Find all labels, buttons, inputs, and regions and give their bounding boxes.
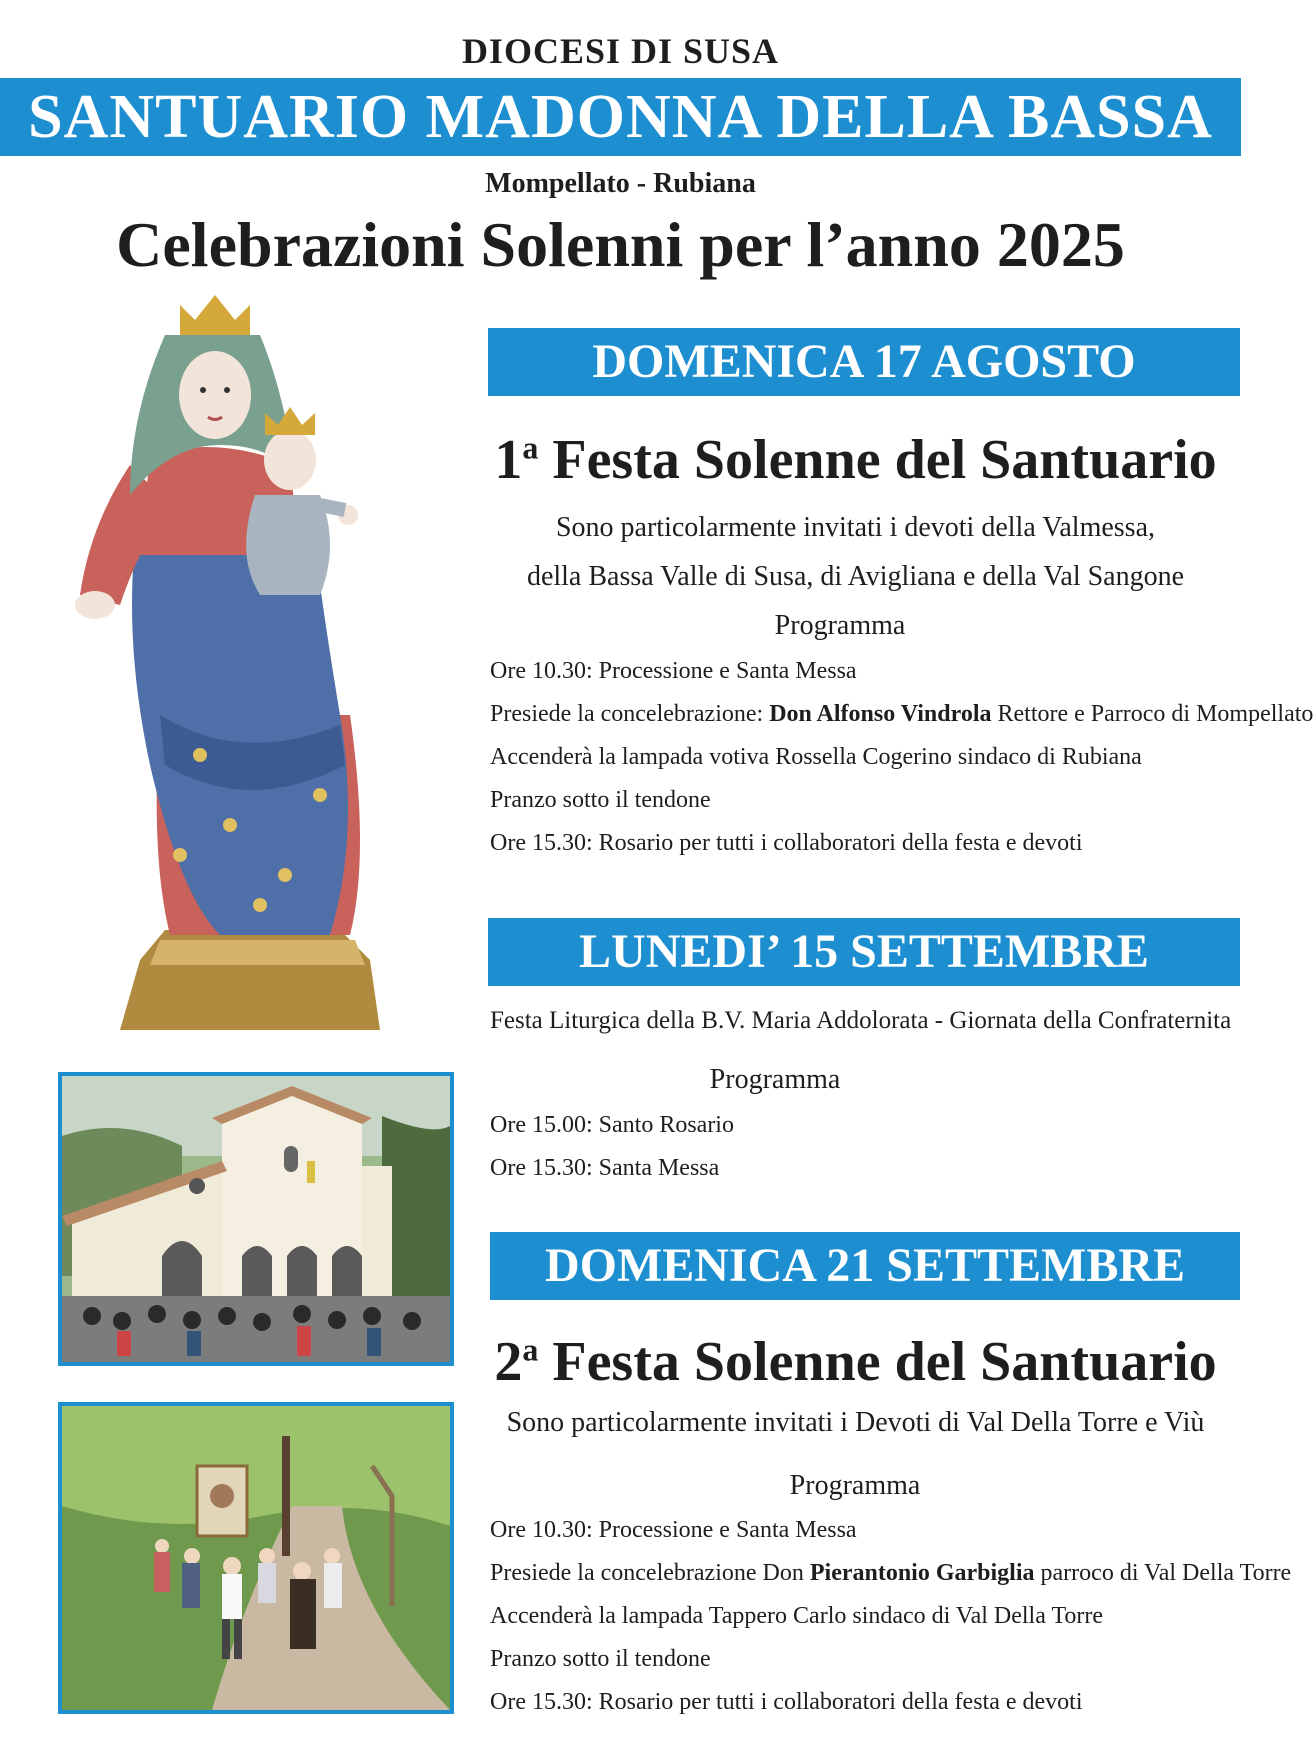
event-1-presider-role: Rettore e Parroco di Mompellato bbox=[991, 701, 1313, 727]
event-1-program-line: Ore 15.30: Rosario per tutti i collaboratori della festa e devoti bbox=[490, 830, 1083, 856]
madonna-statue-image bbox=[70, 295, 410, 1030]
event-2-program-line: Ore 15.30: Santa Messa bbox=[490, 1155, 720, 1181]
event-3-festa-number: 2 bbox=[494, 1331, 523, 1393]
celebrations-subtitle: Celebrazioni Solenni per l’anno 2025 bbox=[116, 209, 1125, 280]
event-1-festa-ordinal: a bbox=[522, 429, 539, 466]
event-3-program-line: Accenderà la lampada Tappero Carlo sindaco di Val Della Torre bbox=[490, 1603, 1104, 1629]
event-2-date-band bbox=[488, 918, 1240, 986]
event-3-date: DOMENICA 21 SETTEMBRE bbox=[544, 1239, 1186, 1292]
event-1-presider-name: Don Alfonso Vindrola bbox=[769, 701, 992, 727]
event-1-programma-heading: Programma bbox=[774, 610, 906, 641]
event-1-presider-label: Presiede la concelebrazione: bbox=[490, 701, 770, 727]
sanctuary-title-band bbox=[0, 78, 1241, 156]
event-2-description: Festa Liturgica della B.V. Maria Addolorata - Giornata della Confraternita bbox=[490, 1007, 1232, 1034]
event-3-presider-label: Presiede la concelebrazione Don bbox=[490, 1560, 810, 1586]
event-3-festa-ordinal: a bbox=[522, 1331, 539, 1368]
event-3-date-band bbox=[490, 1232, 1240, 1300]
sanctuary-title: SANTUARIO MADONNA DELLA BASSA bbox=[28, 83, 1213, 151]
event-1-program-line: Pranzo sotto il tendone bbox=[490, 787, 711, 813]
diocese-heading: DIOCESI DI SUSA bbox=[461, 31, 780, 71]
event-1-festa-number: 1 bbox=[494, 429, 523, 491]
event-3-programma-heading: Programma bbox=[789, 1470, 921, 1501]
event-1-invite-line-2: della Bassa Valle di Susa, di Avigliana e della Val Sangone bbox=[526, 561, 1185, 592]
event-1-invite-line-1: Sono particolarmente invitati i devoti della Valmessa, bbox=[555, 512, 1155, 543]
event-3-program-line: Ore 10.30: Processione e Santa Messa bbox=[490, 1517, 857, 1543]
event-3-presider-name: Pierantonio Garbiglia bbox=[809, 1560, 1035, 1586]
event-3-festa-text: Festa Solenne del Santuario bbox=[538, 1331, 1217, 1393]
event-1-date: DOMENICA 17 AGOSTO bbox=[592, 335, 1136, 388]
event-2-program-line: Ore 15.00: Santo Rosario bbox=[490, 1112, 734, 1138]
procession-photo bbox=[58, 1402, 454, 1714]
event-3-presider-role: parroco di Val Della Torre bbox=[1034, 1560, 1292, 1586]
event-2-date: LUNEDI’ 15 SETTEMBRE bbox=[579, 925, 1149, 978]
event-1-program-line: Ore 10.30: Processione e Santa Messa bbox=[490, 658, 857, 684]
event-3-festa-title bbox=[470, 1330, 1241, 1394]
event-3-invite-line-1: Sono particolarmente invitati i Devoti di Val Della Torre e Viù bbox=[506, 1407, 1205, 1438]
event-1-festa-text: Festa Solenne del Santuario bbox=[538, 429, 1217, 491]
event-3-program-line bbox=[490, 1560, 1291, 1587]
event-3-program-line: Ore 15.30: Rosario per tutti i collaboratori della festa e devoti bbox=[490, 1689, 1083, 1715]
event-1-program-line bbox=[490, 701, 1313, 728]
event-2-programma-heading: Programma bbox=[709, 1064, 841, 1095]
event-3-program-line: Pranzo sotto il tendone bbox=[490, 1646, 711, 1672]
location-line: Mompellato - Rubiana bbox=[485, 168, 756, 199]
event-1-festa-title bbox=[470, 428, 1241, 492]
event-1-program-line: Accenderà la lampada votiva Rossella Cogerino sindaco di Rubiana bbox=[490, 744, 1142, 770]
church-photo bbox=[58, 1072, 454, 1366]
event-1-date-band bbox=[488, 328, 1240, 396]
